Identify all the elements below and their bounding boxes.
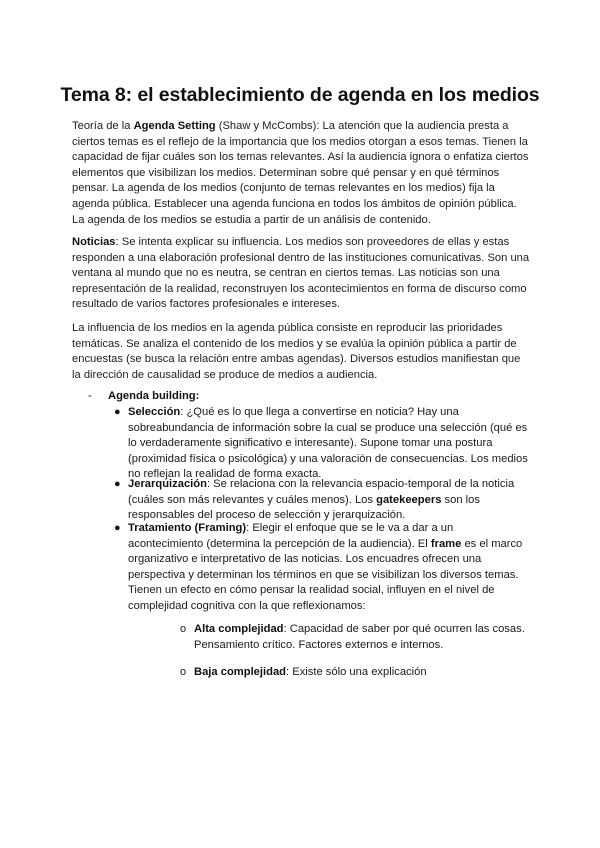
paragraph-noticias [72,235,532,313]
sub-item-baja-complejidad [180,665,539,681]
p2-post: : Se intenta explicar su influencia. Los medios son proveedores de ellas y estas responden a una elaboración profesional dentro de las instituciones comunicativas. Son una ventana al mundo que no es neutra, se centran en ciertos temas. Las noticias son una representación de la realidad, reconstruyen los acontecimientos en forma de discurso como resultado de varios factores profesionales e intereses. [72,236,530,311]
item-text-2: son los responsables del proceso de selección y jerarquización. [128,493,480,522]
page-title: Tema 8: el establecimiento de agenda en los medios [60,84,540,106]
item-text-2: es el marco organizativo e interpretativo de las noticias. Los encuadres ofrecen una perspectiva y determinan los términos en que se visibilizan los diversos temas. Tienen un efecto en cómo pensar la realidad social, influyen en el nivel de complejidad cognitiva con la que reflexionamos: [128,537,523,612]
circle-bullet-icon: o [180,666,187,678]
sub-term: Alta complejidad [194,623,284,635]
sub-item-alta-complejidad [180,622,539,653]
list-item-jerarquizacion [114,477,528,524]
paragraph-agenda-setting [72,119,532,228]
sub-text: : Existe sólo una explicación [286,666,427,678]
item-term: Selección [128,406,181,418]
item-text: : Elegir el enfoque que se le va a dar a un acontecimiento (determina la percepción de la audiencia). El [128,522,454,550]
sub-term: Baja complejidad [194,666,287,678]
paragraph-influencia: La influencia de los medios en la agenda pública consiste en reproducir las prioridades temáticas. Se analiza el contenido de los medios y se evalúa la opinión pública a partir de encuestas (se busca la relación entre ambas agendas). Diversos estudios manifiestan que la dirección de causalidad se produce de medios a audiencia. [72,322,521,381]
item-term: Jerarquización [128,478,207,490]
p1-pre: Teoría de la [72,120,134,132]
p1-term: Agenda Setting [133,120,216,132]
item-term-2: gatekeepers [376,493,442,506]
bullet-dot-icon: ● [114,522,121,534]
p1-post: (Shaw y McCombs): La atención que la audiencia presta a ciertos temas es el reflejo de la importancia que los medios otorgan a esos temas. Tienen la capacidad de fijar cuáles son los temas relevantes. Así la audiencia ignora o enfatiza ciertos elementos que visibilizan los medios. Determinan sobre qué pensar y en qué términos pensar. La agenda de los medios (conjunto de temas relevantes en los medios) fija la agenda pública. Establecer una agenda funciona en todos los ámbitos de opinión pública. La agenda de los medios se estudia a partir de un análisis de contenido. [72,120,529,226]
item-term-2: frame [430,537,462,550]
p2-term: Noticias [72,236,116,248]
circle-bullet-icon: o [180,623,187,635]
bullet-dot-icon: ● [114,406,121,418]
item-text: : Se relaciona con la relevancia espacio-temporal de la noticia (cuáles son más relevantes y cuáles menos). Los [128,478,515,506]
item-term: Tratamiento (Framing) [128,522,247,534]
item-text: : ¿Qué es lo que llega a convertirse en noticia? Hay una sobreabundancia de información sobre la cual se produce una selección (qué es lo verdaderamente significativo e interesante). Supone tomar una postura (proximidad física o psicológica) y una valoración de consecuencias. Los medios no reflejan la realidad de forma exacta. [128,406,528,481]
agenda-building-heading: Agenda building: [108,390,200,402]
sub-text: : Capacidad de saber por qué ocurren las cosas. Pensamiento crítico. Factores externos e internos. [194,623,525,651]
dash-bullet: - [88,390,92,402]
list-item-tratamiento [114,521,528,615]
list-item-seleccion [114,405,528,483]
bullet-dot-icon: ● [114,478,121,490]
